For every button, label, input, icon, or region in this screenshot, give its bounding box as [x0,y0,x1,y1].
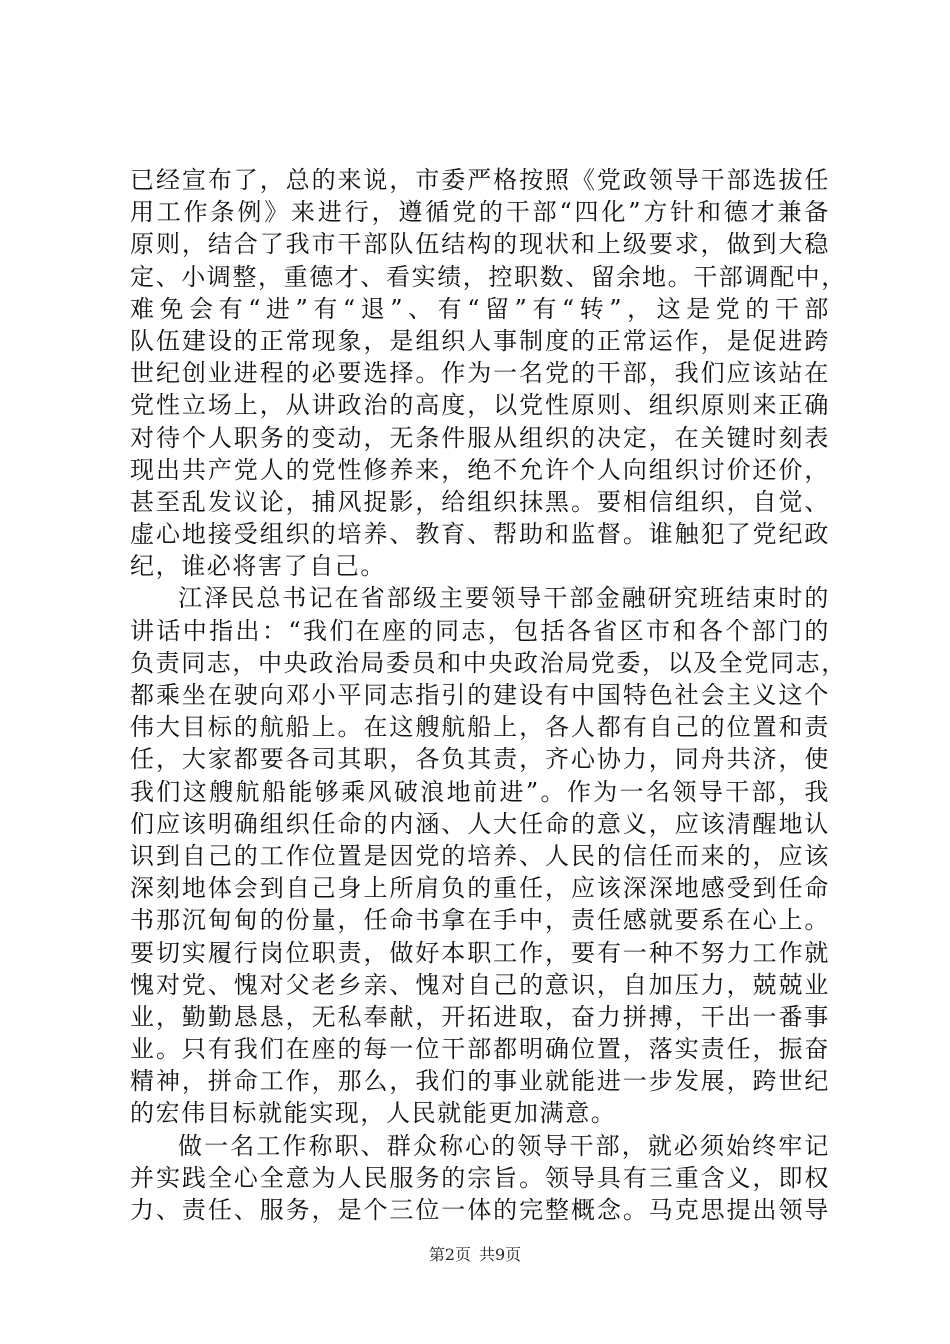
text-line: 业，勤勤恳恳，无私奉献，开拓进取，奋力拼搏，干出一番事 [130,1002,830,1031]
paragraph-1 [130,164,847,582]
page-total: 共9页 [479,1245,522,1264]
text-line: 用工作条例》来进行，遵循党的干部“四化”方针和德才兼备 [130,198,830,227]
text-line: 纪，谁必将害了自己。 [130,552,386,581]
text-line: 并实践全心全意为人民服务的宗旨。领导具有三重含义，即权 [130,1163,830,1192]
text-line: 甚至乱发议论，捕风捉影，给组织抹黑。要相信组织，自觉、 [130,487,830,516]
text-line: 书那沉甸甸的份量，任命书拿在手中，责任感就要系在心上。 [130,906,830,935]
text-line: 党性立场上，从讲政治的高度，以党性原则、组织原则来正确 [130,391,830,420]
text-line: 力、责任、服务，是个三位一体的完整概念。马克思提出领导 [130,1196,830,1224]
text-line: 要切实履行岗位职责，做好本职工作，要有一种不努力工作就 [130,938,830,967]
text-line: 世纪创业进程的必要选择。作为一名党的干部，我们应该站在 [130,359,830,388]
text-line: 定、小调整，重德才、看实绩，控职数、留余地。干部调配中， [130,262,847,291]
paragraph-2 [130,582,847,1129]
text-line: 深刻地体会到自己身上所肩负的重任，应该深深地感受到任命 [130,874,830,903]
text-line: 难免会有“进”有“退”、有“留”有“转”，这是党的干部 [130,294,830,323]
paragraph-3 [130,1130,830,1227]
text-line: 队伍建设的正常现象，是组织人事制度的正常运作，是促进跨 [130,326,830,355]
text-line: 负责同志，中央政治局委员和中央政治局党委，以及全党同志， [130,648,847,677]
text-line: 们应该明确组织任命的内涵、人大任命的意义，应该清醒地认 [130,809,830,838]
text-line: 精神，拼命工作，那么，我们的事业就能进一步发展，跨世纪 [130,1067,830,1096]
text-line: 现出共产党人的党性修养来，绝不允许个人向组织讨价还价， [130,455,830,484]
text-line: 对待个人职务的变动，无条件服从组织的决定，在关键时刻表 [130,423,830,452]
text-line: 愧对党、愧对父老乡亲、愧对自己的意识，自加压力，兢兢业 [130,970,830,999]
text-line: 讲话中指出：“我们在座的同志，包括各省区市和各个部门的 [130,616,830,645]
page-number: 第2页 [428,1245,471,1264]
text-line: 都乘坐在驶向邓小平同志指引的建设有中国特色社会主义这个 [130,681,830,709]
document-body [130,164,847,1226]
text-line: 的宏伟目标就能实现，人民就能更加满意。 [130,1099,617,1128]
text-line: 业。只有我们在座的每一位干部都明确位置，落实责任，振奋 [130,1035,830,1064]
text-line: 原则，结合了我市干部队伍结构的现状和上级要求，做到大稳 [130,230,830,259]
text-line: 识到自己的工作位置是因党的培养、人民的信任而来的，应该 [130,841,830,870]
text-line: 我们这艘航船能够乘风破浪地前进”。作为一名领导干部，我 [130,777,830,806]
text-line: 虚心地接受组织的培养、教育、帮助和监督。谁触犯了党纪政 [130,520,830,549]
text-line: 已经宣布了，总的来说，市委严格按照《党政领导干部选拔任 [130,166,830,194]
page-footer [0,1245,950,1265]
text-line: 伟大目标的航船上。在这艘航船上，各人都有自己的位置和责 [130,713,830,742]
text-line: 做一名工作称职、群众称心的领导干部，就必须始终牢记 [178,1131,830,1160]
text-line: 任，大家都要各司其职，各负其责，齐心协力，同舟共济，使 [130,745,830,774]
text-line: 江泽民总书记在省部级主要领导干部金融研究班结束时的 [178,584,830,613]
